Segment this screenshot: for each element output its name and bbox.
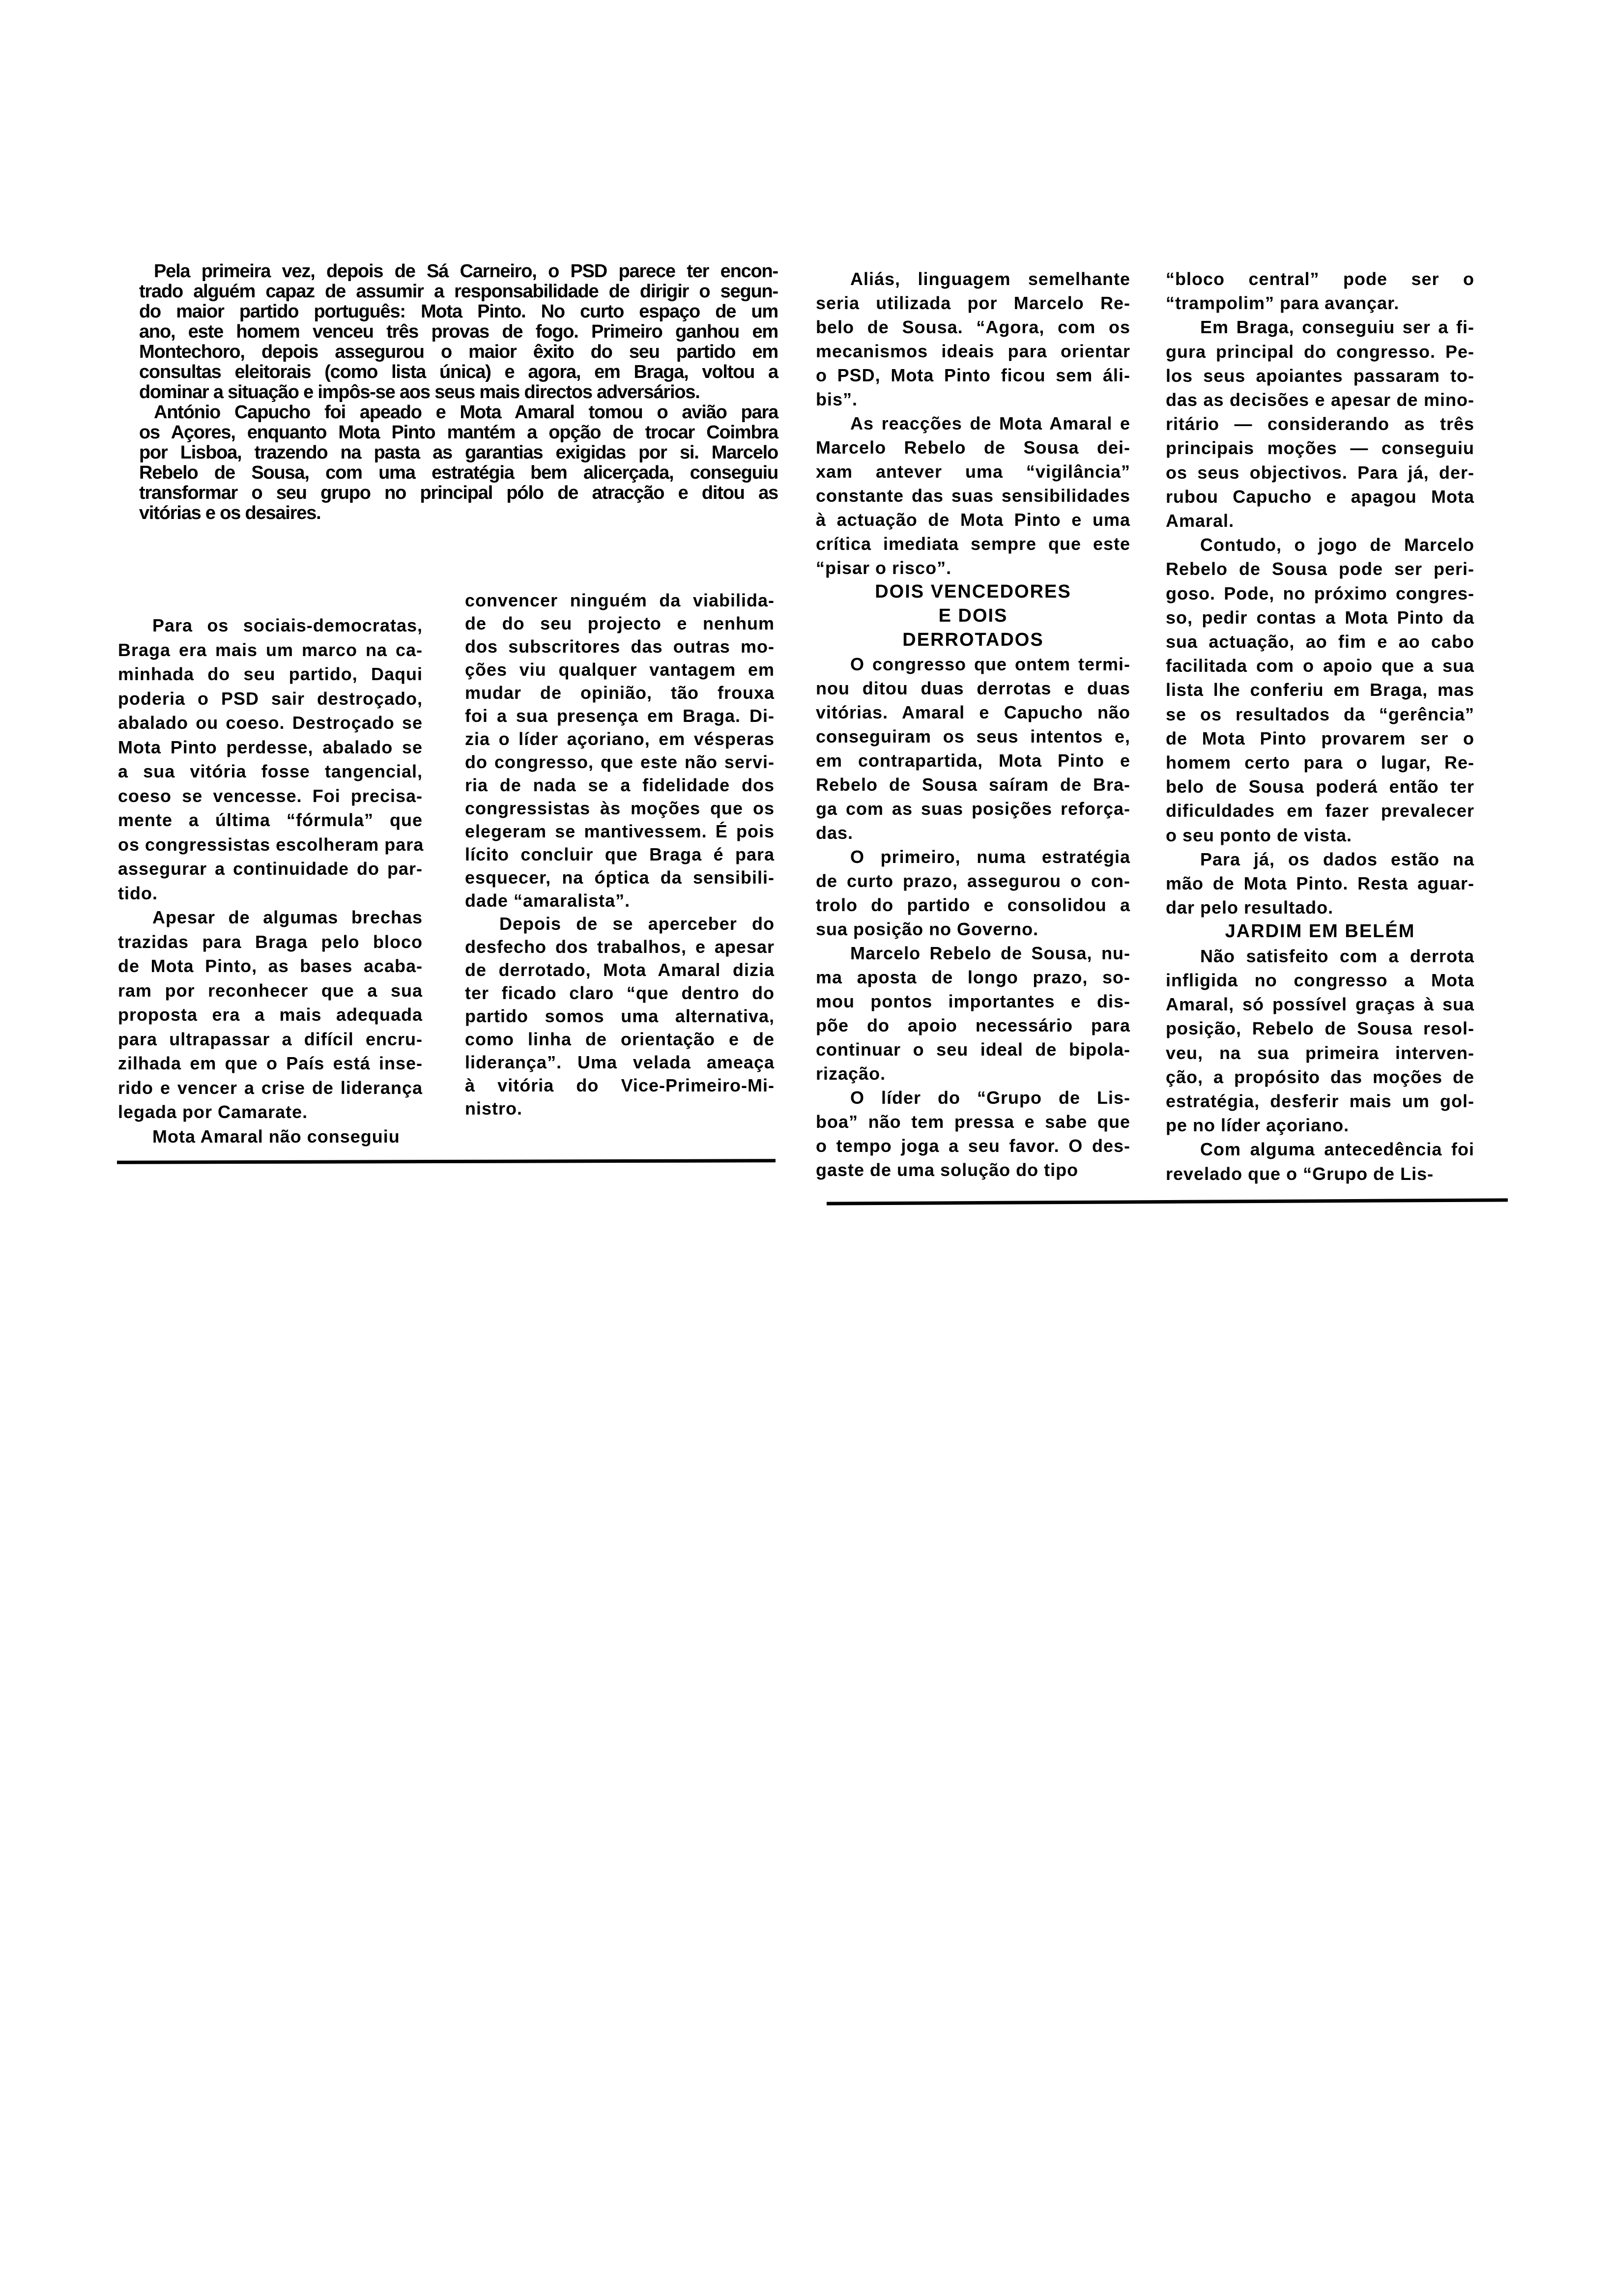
text-line: rubou Capucho e apagou Mota xyxy=(1166,486,1474,507)
text-line: lícito concluir que Braga é para xyxy=(465,844,775,864)
text-line: o seu ponto de vista. xyxy=(1166,825,1353,845)
text-line: so, pedir contas a Mota Pinto da xyxy=(1166,607,1474,628)
text-line: como linha de orientação e de xyxy=(465,1029,775,1049)
text-line: revelado que o “Grupo de Lis- xyxy=(1166,1163,1434,1184)
paragraph xyxy=(1166,847,1474,920)
text-line: As reacções de Mota Amaral e xyxy=(850,413,1130,433)
text-line: nistro. xyxy=(465,1098,523,1119)
paragraph xyxy=(1166,315,1474,533)
text-line: conseguiram os seus intentos e, xyxy=(816,726,1130,746)
text-line: mudar de opinião, tão frouxa xyxy=(465,683,775,703)
text-line: ram por reconhecer que a sua xyxy=(118,980,423,1001)
text-line: de do seu projecto e nenhum xyxy=(465,613,775,633)
text-line: do congresso, que este não servi- xyxy=(465,752,775,772)
text-line: Amaral. xyxy=(1166,511,1235,531)
text-line: Mota Pinto perdesse, abalado se xyxy=(118,737,423,757)
text-line: para ultrapassar a difícil encru- xyxy=(118,1029,423,1049)
section-heading xyxy=(1166,919,1474,944)
text-line: coeso se vencesse. Foi precisa- xyxy=(118,785,423,806)
text-line: de derrotado, Mota Amaral dizia xyxy=(465,960,775,980)
text-line: tido. xyxy=(118,883,158,903)
text-line: a sua vitória fosse tangencial, xyxy=(118,761,423,781)
paragraph xyxy=(816,267,1130,411)
text-line: os seus objectivos. Para já, der- xyxy=(1166,462,1474,483)
text-line: à vitória do Vice-Primeiro-Mi- xyxy=(465,1075,775,1095)
text-line: Em Braga, conseguiu ser a fi- xyxy=(1200,317,1474,338)
text-line: continuar o seu ideal de bipola- xyxy=(816,1039,1130,1060)
text-line: Marcelo Rebelo de Sousa dei- xyxy=(816,437,1130,458)
text-line: convencer ninguém da viabilida- xyxy=(465,590,775,610)
text-line: transformar o seu grupo no principal pólo de atracção e ditou as xyxy=(139,483,778,503)
text-line: Aliás, linguagem semelhante xyxy=(850,269,1130,289)
text-line: dominar a situação e impôs-se aos seus mais directos adversários. xyxy=(139,382,700,402)
text-line: bis”. xyxy=(816,389,858,409)
text-line: António Capucho foi apeado e Mota Amaral tomou o avião para xyxy=(154,402,778,423)
text-line: sua actuação, ao fim e ao cabo xyxy=(1166,631,1474,652)
text-line: elegeram se mantivessem. É pois xyxy=(465,821,775,841)
paragraph xyxy=(465,912,775,1120)
text-line: nou ditou duas derrotas e duas xyxy=(816,678,1130,698)
text-line: Apesar de algumas brechas xyxy=(152,907,423,927)
text-line: Contudo, o jogo de Marcelo xyxy=(1200,535,1474,555)
text-line: trazidas para Braga pelo bloco xyxy=(118,931,423,952)
text-line: por Lisboa, trazendo na pasta as garantias exigidas por si. Marcelo xyxy=(139,442,778,463)
text-line: belo de Sousa. “Agora, com os xyxy=(816,317,1130,337)
paragraph xyxy=(118,613,423,905)
text-line: Com alguma antecedência foi xyxy=(1200,1139,1474,1160)
text-line: ter ficado claro “que dentro do xyxy=(465,983,775,1003)
article-column-1 xyxy=(118,613,423,1148)
paragraph xyxy=(816,411,1130,580)
text-line: Rebelo de Sousa pode ser peri- xyxy=(1166,559,1474,579)
heading-line: JARDIM EM BELÉM xyxy=(1225,921,1415,942)
text-line: dade “amaralista”. xyxy=(465,890,631,911)
article-lead xyxy=(139,261,778,523)
text-line: posição, Rebelo de Sousa resol- xyxy=(1166,1018,1474,1039)
text-line: foi a sua presença em Braga. Di- xyxy=(465,706,775,726)
text-line: à actuação de Mota Pinto e uma xyxy=(816,510,1130,530)
paragraph xyxy=(816,652,1130,845)
text-line: O primeiro, numa estratégia xyxy=(850,847,1130,867)
text-line: zia o líder açoriano, em vésperas xyxy=(465,729,775,749)
text-line: os congressistas escolheram para xyxy=(118,834,424,855)
text-line: veu, na sua primeira interven- xyxy=(1166,1042,1474,1063)
text-line: poderia o PSD sair destroçado, xyxy=(118,688,423,709)
paragraph xyxy=(1166,533,1474,847)
text-line: liderança”. Uma velada ameaça xyxy=(465,1052,775,1072)
text-line: mão de Mota Pinto. Resta aguar- xyxy=(1166,873,1474,894)
text-line: constante das suas sensibilidades xyxy=(816,486,1130,506)
text-line: los seus apoiantes passaram to- xyxy=(1166,365,1474,386)
paragraph xyxy=(139,402,778,523)
text-line: Montechoro, depois assegurou o maior êxito do seu partido em xyxy=(139,342,778,362)
paragraph xyxy=(816,845,1130,941)
text-line: belo de Sousa poderá então ter xyxy=(1166,776,1474,797)
paragraph xyxy=(1166,944,1474,1138)
text-line: “bloco central” pode ser o xyxy=(1166,269,1474,289)
text-line: trolo do partido e consolidou a xyxy=(816,895,1130,915)
text-line: estratégia, desferir mais um gol- xyxy=(1166,1091,1474,1111)
text-line: legada por Camarate. xyxy=(118,1102,308,1122)
text-line: assegurar a continuidade do par- xyxy=(118,859,423,879)
text-line: o PSD, Mota Pinto ficou sem áli- xyxy=(816,365,1130,385)
paragraph xyxy=(816,1086,1130,1182)
text-line: pe no líder açoriano. xyxy=(1166,1115,1350,1136)
text-line: de curto prazo, assegurou o con- xyxy=(816,871,1130,891)
text-line: Mota Amaral não conseguiu xyxy=(152,1126,400,1147)
text-line: sua posição no Governo. xyxy=(816,919,1039,939)
text-line: principais moções — conseguiu xyxy=(1166,438,1474,459)
text-line: ano, este homem venceu três provas de fogo. Primeiro ganhou em xyxy=(139,321,778,342)
text-line: gura principal do congresso. Pe- xyxy=(1166,341,1474,362)
text-line: rização. xyxy=(816,1063,886,1084)
column-rule-left xyxy=(117,1159,776,1164)
text-line: infligida no congresso a Mota xyxy=(1166,970,1474,990)
text-line: xam antever uma “vigilância” xyxy=(816,461,1130,482)
column-rule-right xyxy=(827,1198,1508,1205)
paragraph xyxy=(465,589,775,912)
text-line: rido e vencer a crise de liderança xyxy=(118,1077,423,1098)
text-line: facilitada com o apoio que a sua xyxy=(1166,656,1474,676)
text-line: vitórias. Amaral e Capucho não xyxy=(816,702,1130,722)
text-line: consultas eleitorais (como lista única) e agora, em Braga, voltou a xyxy=(139,362,778,382)
text-line: Para os sociais-democratas, xyxy=(152,615,423,635)
text-line: Braga era mais um marco na ca- xyxy=(118,639,423,660)
text-line: lista lhe conferiu em Braga, mas xyxy=(1166,680,1474,700)
paragraph xyxy=(1166,267,1474,315)
text-line: ma aposta de longo prazo, so- xyxy=(816,967,1130,987)
text-line: goso. Pode, no próximo congres- xyxy=(1166,583,1474,603)
text-line: O congresso que ontem termi- xyxy=(850,654,1130,674)
paragraph xyxy=(118,1124,423,1149)
heading-line: DOIS VENCEDORES xyxy=(875,581,1071,602)
text-line: minhada do seu partido, Daqui xyxy=(118,664,423,684)
text-line: Para já, os dados estão na xyxy=(1200,849,1474,869)
article-column-4 xyxy=(1166,267,1474,1186)
text-line: se os resultados da “gerência” xyxy=(1166,704,1474,724)
text-line: crítica imediata sempre que este xyxy=(816,534,1130,554)
text-line: zilhada em que o País está inse- xyxy=(118,1053,423,1073)
text-line: mecanismos ideais para orientar xyxy=(816,341,1130,361)
text-line: partido somos uma alternativa, xyxy=(465,1006,775,1026)
text-line: do maior partido português: Mota Pinto. No curto espaço de um xyxy=(139,301,778,322)
text-line: mente a última “fórmula” que xyxy=(118,810,423,830)
text-line: Depois de se aperceber do xyxy=(499,914,775,934)
article-column-2 xyxy=(465,589,775,1120)
text-line: em contrapartida, Mota Pinto e xyxy=(816,750,1130,771)
text-line: Marcelo Rebelo de Sousa, nu- xyxy=(850,943,1130,963)
text-line: Rebelo de Sousa, com uma estratégia bem alicerçada, conseguiu xyxy=(139,462,778,483)
section-heading xyxy=(816,580,1130,652)
text-line: homem certo para o lugar, Re- xyxy=(1166,752,1474,773)
text-line: Amaral, só possível graças à sua xyxy=(1166,994,1474,1015)
text-line: seria utilizada por Marcelo Re- xyxy=(816,293,1130,313)
text-line: o tempo joga a seu favor. O des- xyxy=(816,1136,1130,1156)
text-line: trado alguém capaz de assumir a responsabilidade de dirigir o segun- xyxy=(139,281,778,302)
text-line: dar pelo resultado. xyxy=(1166,897,1334,918)
text-line: Rebelo de Sousa saíram de Bra- xyxy=(816,775,1130,795)
text-line: congressistas às moções que os xyxy=(465,798,775,818)
text-line: desfecho dos trabalhos, e apesar xyxy=(465,937,775,957)
text-line: põe do apoio necessário para xyxy=(816,1015,1130,1035)
paragraph xyxy=(1166,1137,1474,1185)
text-line: ria de nada se a fidelidade dos xyxy=(465,775,775,795)
text-line: vitórias e os desaires. xyxy=(139,503,321,523)
paragraph xyxy=(816,941,1130,1086)
text-line: gaste de uma solução do tipo xyxy=(816,1160,1079,1180)
text-line: proposta era a mais adequada xyxy=(118,1004,423,1025)
text-line: “pisar o risco”. xyxy=(816,558,952,578)
paragraph xyxy=(139,261,778,402)
text-line: os Açores, enquanto Mota Pinto mantém a opção de trocar Coimbra xyxy=(139,422,778,443)
text-line: esquecer, na óptica da sensibili- xyxy=(465,867,775,888)
text-line: ção, a propósito das moções de xyxy=(1166,1066,1474,1087)
text-line: ritário — considerando as três xyxy=(1166,414,1474,434)
text-line: dificuldades em fazer prevalecer xyxy=(1166,801,1474,821)
text-line: boa” não tem pressa e sabe que xyxy=(816,1112,1130,1132)
article-column-3 xyxy=(816,267,1130,1182)
heading-line: E DOIS xyxy=(938,605,1008,626)
text-line: das as decisões e apesar de mino- xyxy=(1166,390,1474,410)
heading-line: DERROTADOS xyxy=(902,630,1044,650)
text-line: O líder do “Grupo de Lis- xyxy=(850,1088,1130,1108)
text-line: abalado ou coeso. Destroçado se xyxy=(118,713,423,733)
text-line: “trampolim” para avançar. xyxy=(1166,293,1400,314)
text-line: de Mota Pinto provarem ser o xyxy=(1166,728,1474,748)
text-line: Não satisfeito com a derrota xyxy=(1200,946,1474,966)
text-line: Pela primeira vez, depois de Sá Carneiro, o PSD parece ter encon- xyxy=(154,261,778,282)
text-line: de Mota Pinto, as bases acaba- xyxy=(118,956,423,976)
text-line: ga com as suas posições reforça- xyxy=(816,799,1130,819)
text-line: mou pontos importantes e dis- xyxy=(816,991,1130,1011)
text-line: dos subscritores das outras mo- xyxy=(465,636,775,657)
text-line: das. xyxy=(816,823,854,843)
paragraph xyxy=(118,905,423,1124)
text-line: ções viu qualquer vantagem em xyxy=(465,660,775,680)
